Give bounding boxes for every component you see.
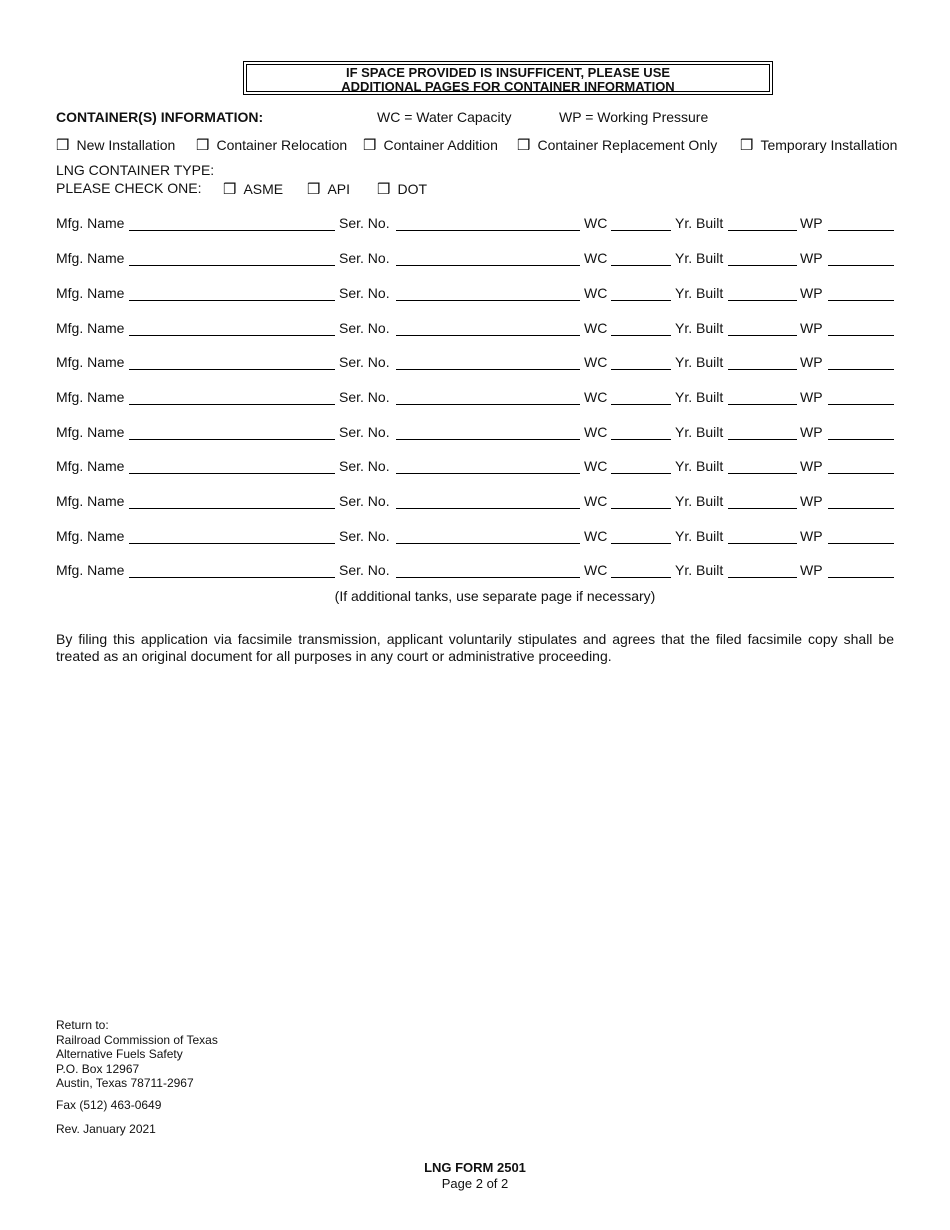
ser-no-label: Ser. No. (339, 562, 390, 578)
yr-built-field[interactable] (728, 404, 797, 405)
wp-label: WP (800, 250, 823, 266)
ser-no-field[interactable] (396, 473, 580, 474)
yr-built-field[interactable] (728, 473, 797, 474)
container-row (56, 493, 896, 513)
ser-no-label: Ser. No. (339, 424, 390, 440)
revision-date: Rev. January 2021 (56, 1122, 156, 1136)
mfg-name-field[interactable] (129, 369, 335, 370)
ser-no-label: Ser. No. (339, 215, 390, 231)
checkbox-icon: ❒ (307, 181, 321, 198)
wc-label: WC (584, 250, 608, 266)
checkbox-label: New Installation (76, 137, 176, 153)
wc-label: WC (584, 562, 608, 578)
wc-field[interactable] (611, 577, 671, 578)
wc-field[interactable] (611, 439, 671, 440)
wp-label: WP (800, 458, 823, 474)
return-to-label: Return to: (56, 1018, 109, 1032)
facsimile-stipulation: By filing this application via facsimile transmission, applicant voluntarily stipulates and agrees that the filed facsimile copy shall be treated as an original document for all purposes in any court or administrative proceeding. (56, 631, 894, 664)
yr-built-label: Yr. Built (675, 320, 724, 336)
mfg-name-label: Mfg. Name (56, 458, 125, 474)
wp-field[interactable] (828, 369, 894, 370)
wp-label: WP (800, 320, 823, 336)
mfg-name-field[interactable] (129, 577, 335, 578)
yr-built-field[interactable] (728, 300, 797, 301)
wp-label: WP (800, 528, 823, 544)
yr-built-label: Yr. Built (675, 389, 724, 405)
wc-label: WC (584, 458, 608, 474)
mfg-name-label: Mfg. Name (56, 389, 125, 405)
checkbox-asme[interactable] (223, 180, 283, 198)
wc-label: WC (584, 320, 608, 336)
yr-built-label: Yr. Built (675, 493, 724, 509)
container-row (56, 354, 896, 374)
checkbox-icon: ❒ (196, 137, 210, 154)
container-row (56, 528, 896, 548)
mfg-name-label: Mfg. Name (56, 285, 125, 301)
wc-field[interactable] (611, 508, 671, 509)
mfg-name-field[interactable] (129, 300, 335, 301)
yr-built-label: Yr. Built (675, 354, 724, 370)
return-address-line-2: Alternative Fuels Safety (56, 1047, 183, 1061)
ser-no-label: Ser. No. (339, 354, 390, 370)
ser-no-field[interactable] (396, 335, 580, 336)
wp-label: WP (800, 215, 823, 231)
wc-label: WC (584, 285, 608, 301)
wc-label: WC (584, 389, 608, 405)
wp-field[interactable] (828, 508, 894, 509)
wc-field[interactable] (611, 473, 671, 474)
checkbox-label: ASME (243, 181, 284, 197)
yr-built-field[interactable] (728, 265, 797, 266)
mfg-name-label: Mfg. Name (56, 424, 125, 440)
checkbox-icon: ❒ (377, 181, 391, 198)
mfg-name-field[interactable] (129, 404, 335, 405)
container-row (56, 458, 896, 478)
checkbox-label: DOT (397, 181, 428, 197)
yr-built-field[interactable] (728, 369, 797, 370)
mfg-name-label: Mfg. Name (56, 250, 125, 266)
return-address-line-1: Railroad Commission of Texas (56, 1032, 218, 1047)
wp-field[interactable] (828, 265, 894, 266)
mfg-name-field[interactable] (129, 439, 335, 440)
wc-field[interactable] (611, 543, 671, 544)
checkbox-label: Container Relocation (216, 137, 348, 153)
mfg-name-field[interactable] (129, 508, 335, 509)
ser-no-label: Ser. No. (339, 389, 390, 405)
ser-no-field[interactable] (396, 369, 580, 370)
wp-field[interactable] (828, 404, 894, 405)
container-row (56, 562, 896, 582)
wp-legend: WP = Working Pressure (559, 109, 709, 125)
checkbox-label: Temporary Installation (760, 137, 898, 153)
additional-tanks-note: (If additional tanks, use separate page if necessary) (334, 588, 656, 604)
mfg-name-field[interactable] (129, 543, 335, 544)
ser-no-label: Ser. No. (339, 320, 390, 336)
page-number: Page 2 of 2 (441, 1176, 509, 1191)
wc-field[interactable] (611, 335, 671, 336)
insufficient-space-notice (243, 61, 773, 95)
wc-label: WC (584, 424, 608, 440)
wp-field[interactable] (828, 543, 894, 544)
wc-field[interactable] (611, 300, 671, 301)
yr-built-label: Yr. Built (675, 250, 724, 266)
yr-built-field[interactable] (728, 439, 797, 440)
mfg-name-label: Mfg. Name (56, 493, 125, 509)
wp-label: WP (800, 285, 823, 301)
wc-label: WC (584, 215, 608, 231)
ser-no-label: Ser. No. (339, 458, 390, 474)
wp-field[interactable] (828, 577, 894, 578)
yr-built-field[interactable] (728, 335, 797, 336)
mfg-name-field[interactable] (129, 230, 335, 231)
container-row (56, 389, 896, 409)
mfg-name-field[interactable] (129, 265, 335, 266)
wc-label: WC (584, 528, 608, 544)
yr-built-label: Yr. Built (675, 215, 724, 231)
yr-built-field[interactable] (728, 230, 797, 231)
checkbox-label: Container Replacement Only (537, 137, 718, 153)
checkbox-label: Container Addition (383, 137, 498, 153)
checkbox-api[interactable] (307, 180, 350, 198)
checkbox-icon: ❒ (517, 137, 531, 154)
container-info-heading: CONTAINER(S) INFORMATION: (56, 109, 264, 125)
form-number: LNG FORM 2501 (424, 1160, 526, 1175)
ser-no-label: Ser. No. (339, 528, 390, 544)
wp-field[interactable] (828, 473, 894, 474)
checkbox-container-replacement-only[interactable] (517, 136, 717, 154)
wc-field[interactable] (611, 404, 671, 405)
mfg-name-label: Mfg. Name (56, 354, 125, 370)
mfg-name-label: Mfg. Name (56, 320, 125, 336)
ser-no-field[interactable] (396, 577, 580, 578)
yr-built-field[interactable] (728, 508, 797, 509)
container-row (56, 285, 896, 305)
return-address-line-3: P.O. Box 12967 (56, 1061, 140, 1076)
wp-field[interactable] (828, 335, 894, 336)
ser-no-field[interactable] (396, 508, 580, 509)
yr-built-label: Yr. Built (675, 562, 724, 578)
checkbox-dot[interactable] (377, 180, 427, 198)
wc-label: WC (584, 493, 608, 509)
yr-built-field[interactable] (728, 577, 797, 578)
mfg-name-field[interactable] (129, 335, 335, 336)
ser-no-field[interactable] (396, 300, 580, 301)
mfg-name-field[interactable] (129, 473, 335, 474)
yr-built-label: Yr. Built (675, 285, 724, 301)
wc-legend: WC = Water Capacity (377, 109, 512, 125)
wp-field[interactable] (828, 300, 894, 301)
container-row (56, 250, 896, 270)
return-address-line-4: Austin, Texas 78711-2967 (56, 1076, 194, 1090)
ser-no-label: Ser. No. (339, 250, 390, 266)
checkbox-new-installation[interactable] (56, 136, 175, 154)
please-check-one-label: PLEASE CHECK ONE: (56, 180, 202, 196)
mfg-name-label: Mfg. Name (56, 215, 125, 231)
container-row (56, 424, 896, 444)
yr-built-field[interactable] (728, 543, 797, 544)
lng-container-type-label: LNG CONTAINER TYPE: (56, 162, 215, 178)
wc-field[interactable] (611, 369, 671, 370)
wp-field[interactable] (828, 439, 894, 440)
return-to-block (56, 1018, 218, 1091)
ser-no-label: Ser. No. (339, 493, 390, 509)
checkbox-icon: ❒ (363, 137, 377, 154)
notice-line-2: ADDITIONAL PAGES FOR CONTAINER INFORMATION (341, 79, 675, 94)
checkbox-label: API (327, 181, 351, 197)
checkbox-container-relocation[interactable] (196, 136, 347, 154)
yr-built-label: Yr. Built (675, 424, 724, 440)
ser-no-field[interactable] (396, 404, 580, 405)
ser-no-field[interactable] (396, 543, 580, 544)
container-row (56, 215, 896, 235)
checkbox-temporary-installation[interactable] (740, 136, 897, 154)
wc-field[interactable] (611, 265, 671, 266)
wc-label: WC (584, 354, 608, 370)
mfg-name-label: Mfg. Name (56, 528, 125, 544)
checkbox-container-addition[interactable] (363, 136, 498, 154)
fax-number: Fax (512) 463-0649 (56, 1098, 162, 1112)
wp-label: WP (800, 354, 823, 370)
mfg-name-label: Mfg. Name (56, 562, 125, 578)
notice-line-1: IF SPACE PROVIDED IS INSUFFICENT, PLEASE USE (345, 65, 671, 80)
wc-field[interactable] (611, 230, 671, 231)
wp-label: WP (800, 389, 823, 405)
wp-label: WP (800, 424, 823, 440)
checkbox-icon: ❒ (56, 137, 70, 154)
wp-label: WP (800, 562, 823, 578)
yr-built-label: Yr. Built (675, 528, 724, 544)
wp-field[interactable] (828, 230, 894, 231)
ser-no-field[interactable] (396, 230, 580, 231)
checkbox-icon: ❒ (223, 181, 237, 198)
ser-no-label: Ser. No. (339, 285, 390, 301)
wp-label: WP (800, 493, 823, 509)
container-row (56, 320, 896, 340)
checkbox-icon: ❒ (740, 137, 754, 154)
ser-no-field[interactable] (396, 265, 580, 266)
yr-built-label: Yr. Built (675, 458, 724, 474)
ser-no-field[interactable] (396, 439, 580, 440)
